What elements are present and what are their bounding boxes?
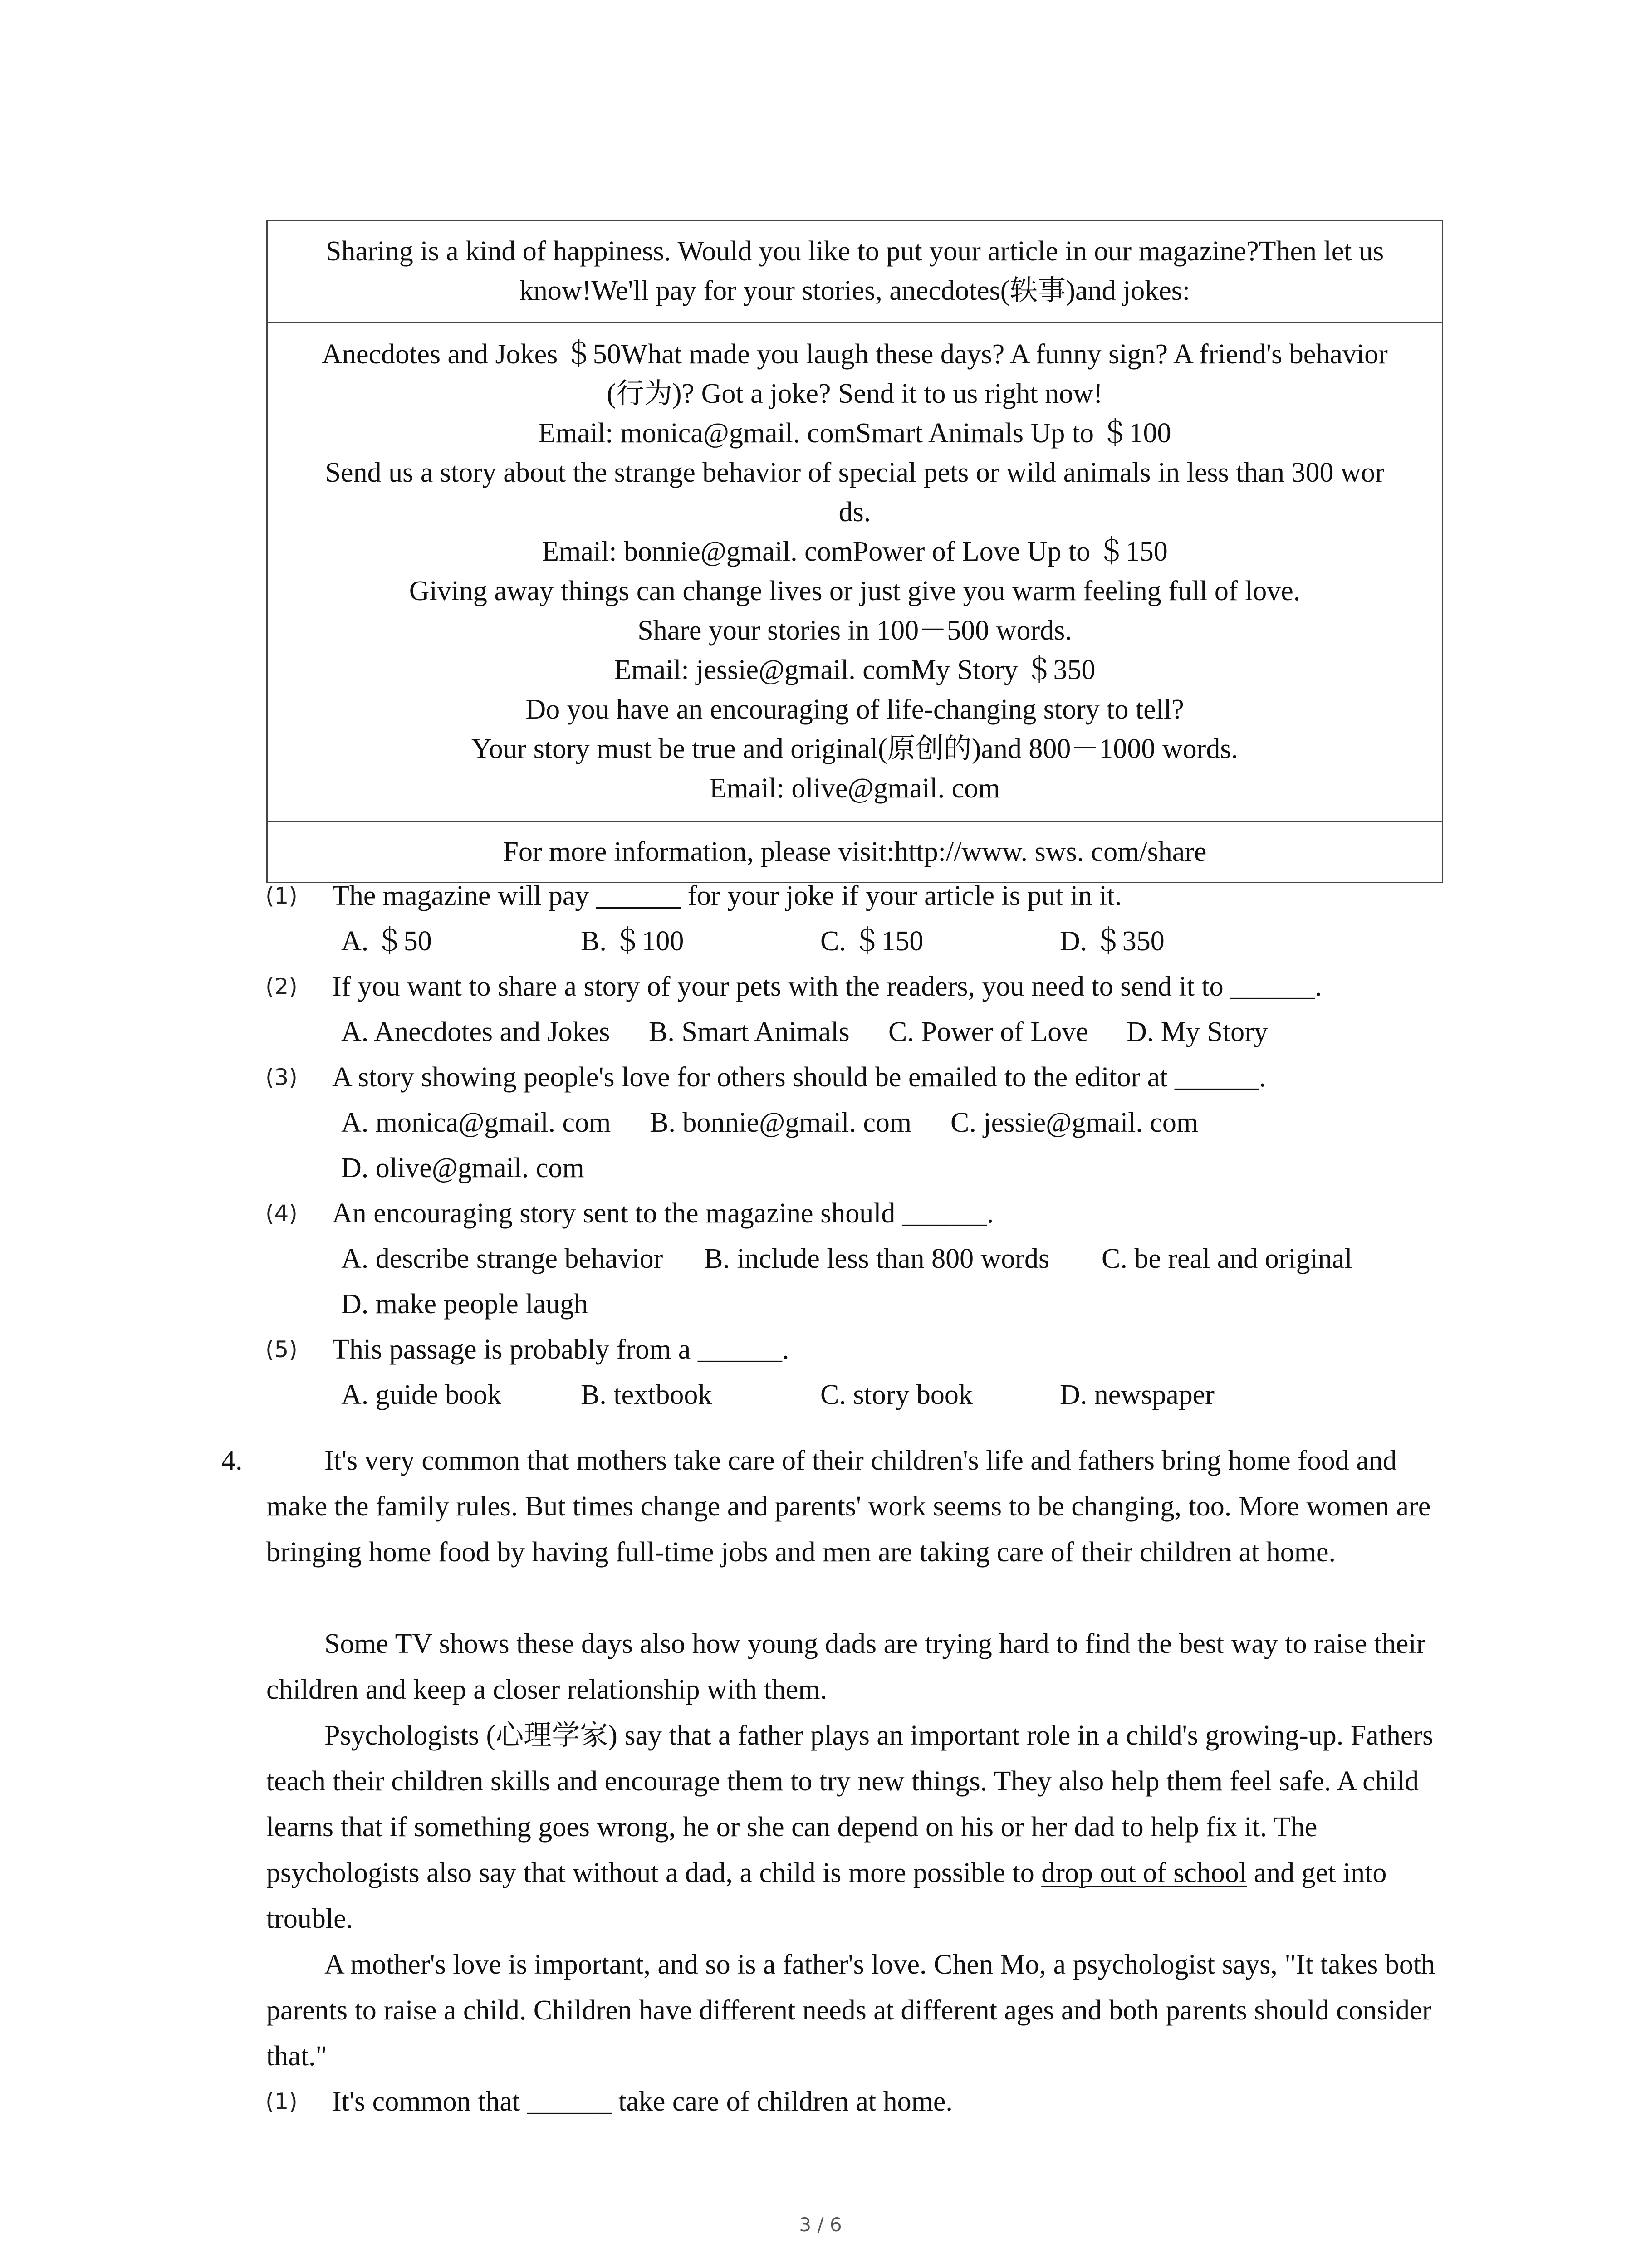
passage-paragraph-text: Psychologists (心理学家) say that a father plays an important role in a child's growing-up. Fathers teach their children skills and encourage them to try new things. They also help them feel safe. A child learns that if something goes wrong, he or she can depend on his or her dad to help fix it. The psychologists also say that without a dad, a child is more possible to xyxy=(266,1720,1434,1888)
passage-paragraph xyxy=(266,1621,1446,1713)
question-option: B. bonnie@gmail. com xyxy=(650,1107,912,1138)
notice-body-line: Share your stories in 100－500 words. xyxy=(637,615,1072,646)
question-option: C. jessie@gmail. com xyxy=(950,1107,1199,1138)
notice-body-line: Do you have an encouraging of life-changing story to tell? xyxy=(525,694,1184,725)
notice-body-line: Anecdotes and Jokes ＄50What made you laugh these days? A funny sign? A friend's behavior xyxy=(322,339,1388,370)
question-option: D. My Story xyxy=(1127,1017,1268,1047)
passage-paragraph-text: Some TV shows these days also how young dads are trying hard to find the best way to raise their children and keep a closer relationship with them. xyxy=(266,1628,1426,1705)
question-option: D. olive@gmail. com xyxy=(341,1153,584,1183)
passage-number: 4. xyxy=(221,1445,243,1476)
question-option: D. newspaper xyxy=(1060,1379,1215,1410)
question-option: C. ＄150 xyxy=(820,926,924,957)
question-stem: This passage is probably from a ______. xyxy=(332,1334,789,1365)
question-number: (1) xyxy=(265,2088,298,2115)
magazine-notice-box xyxy=(266,220,1443,883)
question-option: A. Anecdotes and Jokes xyxy=(341,1017,610,1047)
notice-body-line: Your story must be true and original(原创的)and 800－1000 words. xyxy=(471,733,1238,764)
notice-body xyxy=(268,322,1442,821)
passage-paragraph-text: It's very common that mothers take care of their children's life and fathers bring home food and make the family rules. But times change and parents' work seems to be changing, too. More women are bringing home food by having full-time jobs and men are taking care of their children at home. xyxy=(266,1445,1431,1568)
question-number: (4) xyxy=(265,1200,298,1227)
question-option: B. ＄100 xyxy=(581,926,684,957)
question-stem: An encouraging story sent to the magazine should ______. xyxy=(332,1198,994,1229)
question-option: B. Smart Animals xyxy=(649,1017,850,1047)
notice-body-line: Giving away things can change lives or just give you warm feeling full of love. xyxy=(409,576,1301,606)
question-number: (3) xyxy=(265,1064,298,1090)
notice-body-line: Email: jessie@gmail. comMy Story ＄350 xyxy=(614,655,1096,685)
notice-body-line: ds. xyxy=(838,497,871,528)
question-number: (5) xyxy=(265,1336,298,1363)
question-stem: It's common that ______ take care of children at home. xyxy=(332,2086,953,2117)
underlined-phrase: drop out of school xyxy=(1041,1857,1247,1888)
passage-paragraph xyxy=(266,1713,1446,1942)
question-number: (1) xyxy=(265,883,298,909)
question-option: C. Power of Love xyxy=(888,1017,1088,1047)
question-number: (2) xyxy=(265,973,298,1000)
question-stem: If you want to share a story of your pets with the readers, you need to send it to ______. xyxy=(332,971,1322,1002)
passage-paragraph xyxy=(266,1942,1446,2079)
notice-footer-link-text: For more information, please visit:http://www. sws. com/share xyxy=(503,836,1207,867)
passage-paragraph xyxy=(266,1438,1446,1575)
notice-body-line: Email: bonnie@gmail. comPower of Love Up to ＄150 xyxy=(542,536,1168,567)
question-stem: The magazine will pay ______ for your joke if your article is put in it. xyxy=(332,880,1122,911)
question-option: A. ＄50 xyxy=(341,926,432,957)
notice-body-line: Send us a story about the strange behavior of special pets or wild animals in less than 300 wor xyxy=(325,457,1385,488)
notice-body-line: Email: monica@gmail. comSmart Animals Up to ＄100 xyxy=(538,418,1171,449)
notice-intro xyxy=(268,221,1442,322)
page-number: 3 / 6 xyxy=(799,2214,842,2236)
passage-paragraph-text: and get into trouble. xyxy=(266,1857,1387,1934)
question-option: D. make people laugh xyxy=(341,1289,588,1320)
question-stem: A story showing people's love for others should be emailed to the editor at ______. xyxy=(332,1062,1266,1093)
notice-body-line: Email: olive@gmail. com xyxy=(709,773,1000,804)
question-option: D. ＄350 xyxy=(1060,926,1165,957)
passage-paragraph-text: A mother's love is important, and so is a father's love. Chen Mo, a psychologist says, "It takes both parents to raise a child. Children have different needs at different ages and both parents should consider that." xyxy=(266,1949,1435,2072)
question-option: A. describe strange behavior xyxy=(341,1243,663,1274)
notice-intro-line: know!We'll pay for your stories, anecdotes(轶事)and jokes: xyxy=(519,275,1190,306)
question-option: A. monica@gmail. com xyxy=(341,1107,611,1138)
question-option: C. be real and original xyxy=(1102,1243,1352,1274)
question-option: B. textbook xyxy=(581,1379,712,1410)
notice-body-line: (行为)? Got a joke? Send it to us right now! xyxy=(607,378,1103,409)
question-option: A. guide book xyxy=(341,1379,502,1410)
notice-intro-line: Sharing is a kind of happiness. Would you like to put your article in our magazine?Then let us xyxy=(325,236,1384,267)
question-option: B. include less than 800 words xyxy=(704,1243,1050,1274)
notice-footer xyxy=(268,821,1442,882)
question-option: C. story book xyxy=(820,1379,973,1410)
